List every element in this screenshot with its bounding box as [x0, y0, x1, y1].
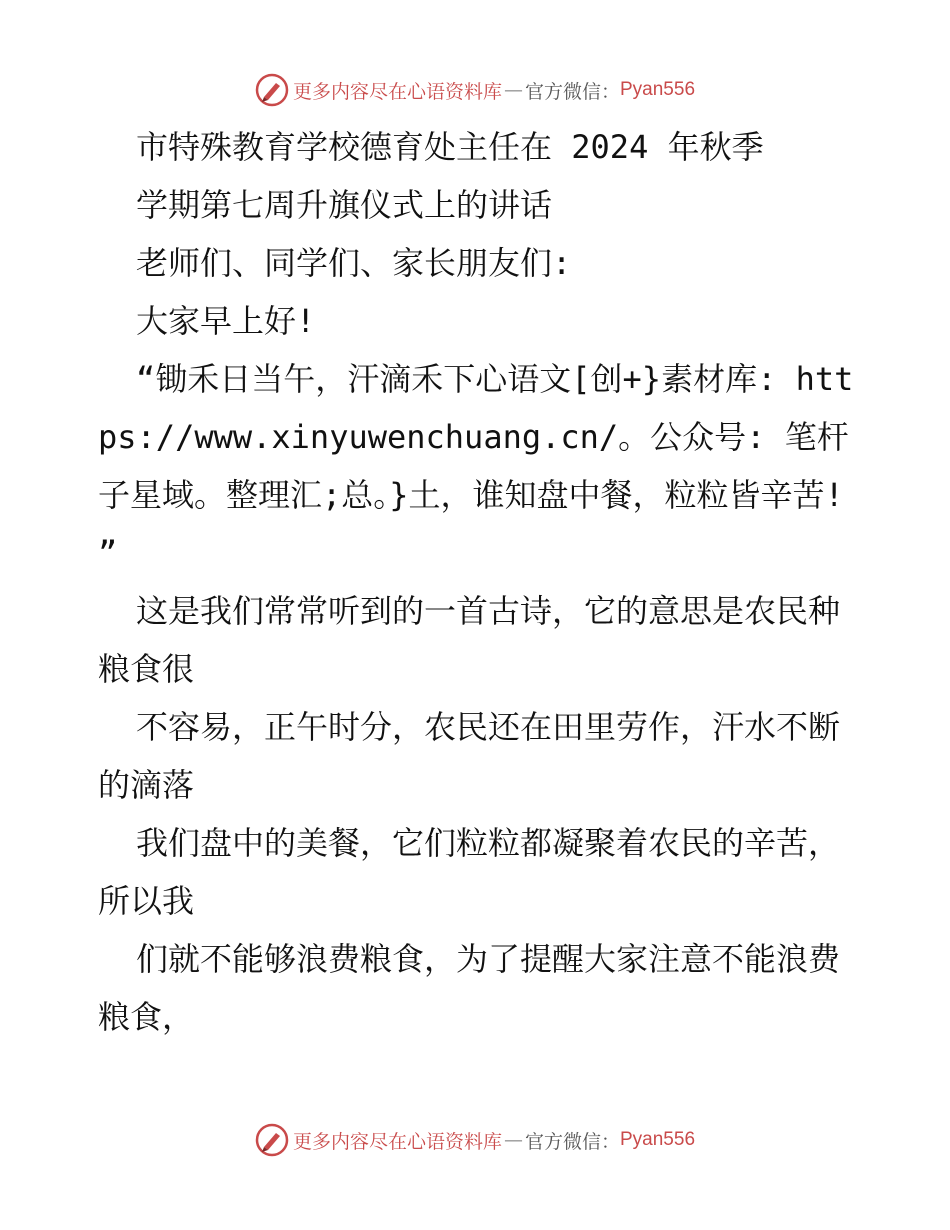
watermark-wechat-label: 官方微信：	[524, 1130, 620, 1153]
watermark-separator: —	[503, 1129, 523, 1151]
watermark-wechat-id: Pyan556	[620, 1129, 696, 1150]
watermark-wechat-label: 官方微信：	[524, 80, 620, 103]
footer-watermark	[0, 1120, 950, 1160]
watermark-wechat-id: Pyan556	[620, 79, 696, 100]
document-title-line-1: 市特殊教育学校德育处主任在 2024 年秋季	[136, 128, 764, 166]
paragraph: “锄禾日当午，汗滴禾下心语文[创+}素材库: https://www.xinyuwenchuang.cn/。公众号: 笔杆子星域。整理汇;总。}土，谁知盘中餐，粒粒皆辛苦! ”	[98, 360, 854, 572]
pen-logo-icon	[255, 1123, 289, 1157]
document-body	[98, 118, 858, 1046]
watermark-separator: —	[503, 79, 523, 101]
paragraph: 这是我们常常听到的一首古诗，它的意思是农民种粮食很	[98, 592, 841, 688]
document-title-line-2: 学期第七周升旗仪式上的讲话	[136, 186, 553, 224]
pen-logo-icon	[255, 73, 289, 107]
paragraph: 不容易，正午时分，农民还在田里劳作，汗水不断的滴落	[98, 708, 841, 804]
header-watermark	[0, 70, 950, 110]
watermark-brand: 更多内容尽在心语资料库	[292, 1130, 502, 1153]
greeting: 老师们、同学们、家长朋友们:	[136, 244, 572, 282]
watermark-brand: 更多内容尽在心语资料库	[292, 80, 502, 103]
paragraph: 我们盘中的美餐，它们粒粒都凝聚着农民的辛苦，所以我	[98, 824, 841, 920]
salutation: 大家早上好!	[136, 302, 316, 340]
paragraph: 们就不能够浪费粮食，为了提醒大家注意不能浪费粮食，	[98, 940, 841, 1036]
